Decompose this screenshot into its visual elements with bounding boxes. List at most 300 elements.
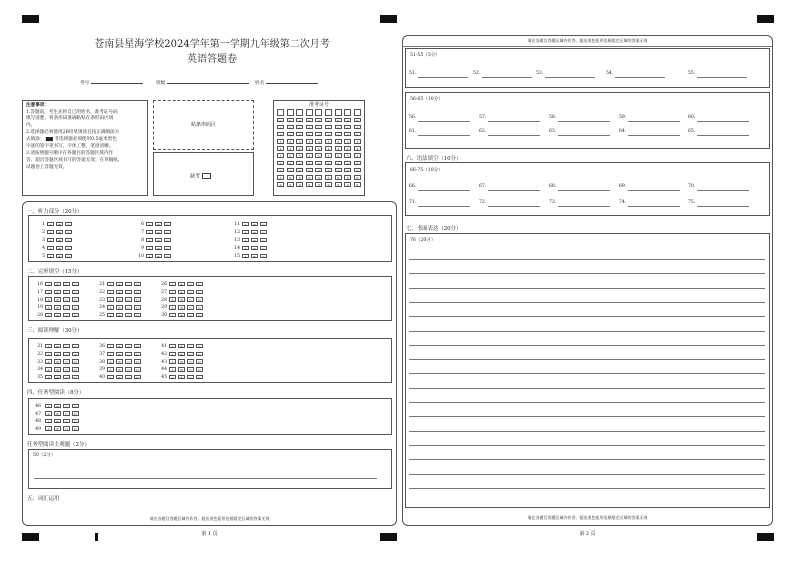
answer-bubble[interactable]: B <box>178 313 185 318</box>
answer-bubble[interactable]: A <box>107 375 114 380</box>
answer-bubble[interactable]: C <box>260 246 267 251</box>
answer-bubble[interactable]: C <box>187 352 194 357</box>
ticket-digit-bubble[interactable]: 5 <box>306 153 313 158</box>
field-name[interactable]: 姓名 <box>255 82 318 87</box>
answer-bubble[interactable]: B <box>178 290 185 295</box>
answer-bubble[interactable]: A <box>107 305 114 310</box>
answer-bubble[interactable]: B <box>251 246 258 251</box>
answer-blank[interactable] <box>558 206 610 207</box>
answer-bubble[interactable]: C <box>187 367 194 372</box>
answer-bubble[interactable]: B <box>56 222 63 227</box>
answer-bubble[interactable]: B <box>54 426 61 431</box>
answer-bubble[interactable]: C <box>65 238 72 243</box>
answer-blank[interactable] <box>615 77 665 78</box>
answer-bubble[interactable]: C <box>65 246 72 251</box>
ticket-digit-bubble[interactable]: 2 <box>315 132 322 137</box>
answer-bubble[interactable]: B <box>155 254 162 259</box>
answer-bubble[interactable]: D <box>196 290 203 295</box>
answer-bubble[interactable]: C <box>164 222 171 227</box>
answer-bubble[interactable]: D <box>72 352 79 357</box>
ticket-digit-bubble[interactable]: 5 <box>287 153 294 158</box>
answer-bubble[interactable]: A <box>45 297 52 302</box>
answer-bubble[interactable]: A <box>107 290 114 295</box>
ticket-digit-bubble[interactable]: 3 <box>306 139 313 144</box>
answer-blank[interactable] <box>418 135 470 136</box>
answer-bubble[interactable]: A <box>169 344 176 349</box>
ticket-digit-bubble[interactable]: 7 <box>287 168 294 173</box>
answer-blank[interactable] <box>628 135 680 136</box>
answer-bubble[interactable]: C <box>125 367 132 372</box>
ticket-digit-bubble[interactable]: 0 <box>354 118 361 123</box>
ticket-digit-bubble[interactable]: 7 <box>296 168 303 173</box>
ticket-digit-bubble[interactable]: 6 <box>315 161 322 166</box>
answer-bubble[interactable]: A <box>169 305 176 310</box>
answer-bubble[interactable]: B <box>54 313 61 318</box>
answer-bubble[interactable]: A <box>107 344 114 349</box>
ticket-digit-bubble[interactable]: 4 <box>296 146 303 151</box>
ticket-digit-bubble[interactable]: 5 <box>325 153 332 158</box>
answer-blank[interactable] <box>482 77 532 78</box>
ticket-digit-bubble[interactable]: 3 <box>315 139 322 144</box>
answer-bubble[interactable]: C <box>164 254 171 259</box>
answer-bubble[interactable]: A <box>107 313 114 318</box>
answer-bubble[interactable]: B <box>54 305 61 310</box>
answer-bubble[interactable]: B <box>116 305 123 310</box>
ticket-digit-cell[interactable] <box>354 109 361 116</box>
answer-bubble[interactable]: D <box>196 352 203 357</box>
answer-bubble[interactable]: D <box>134 290 141 295</box>
answer-bubble[interactable]: A <box>169 375 176 380</box>
ticket-digit-bubble[interactable]: 7 <box>306 168 313 173</box>
answer-bubble[interactable]: B <box>116 282 123 287</box>
answer-bubble[interactable]: C <box>164 238 171 243</box>
answer-bubble[interactable]: A <box>242 230 249 235</box>
answer-bubble[interactable]: A <box>107 352 114 357</box>
answer-blank[interactable] <box>697 77 747 78</box>
answer-bubble[interactable]: A <box>47 238 54 243</box>
ticket-digit-bubble[interactable]: 5 <box>344 153 351 158</box>
answer-bubble[interactable]: A <box>169 282 176 287</box>
ticket-digit-bubble[interactable]: 6 <box>306 161 313 166</box>
answer-blank[interactable] <box>418 206 470 207</box>
answer-bubble[interactable]: C <box>260 222 267 227</box>
answer-bubble[interactable]: C <box>65 222 72 227</box>
answer-bubble[interactable]: B <box>54 352 61 357</box>
answer-bubble[interactable]: A <box>169 297 176 302</box>
answer-bubble[interactable]: A <box>107 282 114 287</box>
answer-bubble[interactable]: D <box>72 411 79 416</box>
ticket-digit-bubble[interactable]: 2 <box>325 132 332 137</box>
answer-bubble[interactable]: A <box>47 246 54 251</box>
answer-bubble[interactable]: D <box>196 367 203 372</box>
answer-bubble[interactable]: B <box>54 404 61 409</box>
answer-bubble[interactable]: D <box>72 419 79 424</box>
answer-bubble[interactable]: B <box>54 282 61 287</box>
answer-bubble[interactable]: C <box>187 305 194 310</box>
ticket-digit-bubble[interactable]: 1 <box>306 125 313 130</box>
answer-bubble[interactable]: A <box>107 297 114 302</box>
answer-bubble[interactable]: A <box>107 359 114 364</box>
ticket-digit-bubble[interactable]: 4 <box>315 146 322 151</box>
answer-blank[interactable] <box>697 206 749 207</box>
answer-bubble[interactable]: D <box>134 367 141 372</box>
answer-bubble[interactable]: D <box>134 313 141 318</box>
answer-blank[interactable] <box>488 206 540 207</box>
q50-box[interactable] <box>28 449 392 489</box>
answer-bubble[interactable]: B <box>54 344 61 349</box>
ticket-digit-bubble[interactable]: 9 <box>287 182 294 187</box>
ticket-digit-bubble[interactable]: 6 <box>277 161 284 166</box>
answer-bubble[interactable]: A <box>242 246 249 251</box>
answer-blank[interactable] <box>418 190 470 191</box>
answer-bubble[interactable]: A <box>45 411 52 416</box>
answer-bubble[interactable]: D <box>134 359 141 364</box>
ticket-digit-bubble[interactable]: 8 <box>315 175 322 180</box>
answer-bubble[interactable]: B <box>116 352 123 357</box>
answer-bubble[interactable]: C <box>125 282 132 287</box>
answer-bubble[interactable]: C <box>125 344 132 349</box>
answer-bubble[interactable]: C <box>125 352 132 357</box>
answer-bubble[interactable]: D <box>196 313 203 318</box>
answer-bubble[interactable]: B <box>178 367 185 372</box>
answer-bubble[interactable]: B <box>54 290 61 295</box>
answer-bubble[interactable]: C <box>260 254 267 259</box>
answer-bubble[interactable]: C <box>65 230 72 235</box>
ticket-digit-bubble[interactable]: 3 <box>287 139 294 144</box>
ticket-digit-bubble[interactable]: 3 <box>335 139 342 144</box>
answer-bubble[interactable]: D <box>134 375 141 380</box>
answer-bubble[interactable]: A <box>242 222 249 227</box>
ticket-digit-bubble[interactable]: 7 <box>325 168 332 173</box>
answer-bubble[interactable]: A <box>146 222 153 227</box>
answer-bubble[interactable]: D <box>196 282 203 287</box>
answer-bubble[interactable]: A <box>45 367 52 372</box>
answer-blank[interactable] <box>418 77 468 78</box>
ticket-digit-bubble[interactable]: 8 <box>325 175 332 180</box>
answer-bubble[interactable]: C <box>63 313 70 318</box>
answer-blank[interactable] <box>628 121 680 122</box>
answer-blank[interactable] <box>558 190 610 191</box>
answer-bubble[interactable]: D <box>134 352 141 357</box>
answer-bubble[interactable]: B <box>116 359 123 364</box>
ticket-digit-bubble[interactable]: 1 <box>325 125 332 130</box>
answer-bubble[interactable]: A <box>242 254 249 259</box>
ticket-digit-bubble[interactable]: 1 <box>344 125 351 130</box>
answer-bubble[interactable]: C <box>187 375 194 380</box>
answer-bubble[interactable]: B <box>178 375 185 380</box>
answer-bubble[interactable]: B <box>155 246 162 251</box>
answer-bubble[interactable]: C <box>125 297 132 302</box>
answer-blank[interactable] <box>697 121 749 122</box>
ticket-digit-bubble[interactable]: 0 <box>287 118 294 123</box>
answer-bubble[interactable]: A <box>146 238 153 243</box>
ticket-digit-bubble[interactable]: 9 <box>325 182 332 187</box>
answer-bubble[interactable]: A <box>146 246 153 251</box>
ticket-digit-bubble[interactable]: 5 <box>315 153 322 158</box>
ticket-digit-bubble[interactable]: 6 <box>325 161 332 166</box>
ticket-digit-bubble[interactable]: 3 <box>325 139 332 144</box>
absent-checkbox[interactable] <box>202 173 211 179</box>
answer-bubble[interactable]: B <box>251 238 258 243</box>
ticket-digit-bubble[interactable]: 1 <box>277 125 284 130</box>
answer-bubble[interactable]: C <box>187 344 194 349</box>
ticket-digit-bubble[interactable]: 0 <box>315 118 322 123</box>
answer-bubble[interactable]: D <box>196 359 203 364</box>
ticket-digit-bubble[interactable]: 1 <box>354 125 361 130</box>
answer-bubble[interactable]: D <box>196 305 203 310</box>
answer-bubble[interactable]: D <box>72 290 79 295</box>
answer-bubble[interactable]: D <box>72 375 79 380</box>
writing-box[interactable] <box>405 233 770 508</box>
ticket-digit-bubble[interactable]: 8 <box>335 175 342 180</box>
ticket-digit-bubble[interactable]: 8 <box>306 175 313 180</box>
ticket-digit-bubble[interactable]: 7 <box>335 168 342 173</box>
answer-bubble[interactable]: A <box>45 404 52 409</box>
ticket-digit-bubble[interactable]: 8 <box>344 175 351 180</box>
answer-bubble[interactable]: A <box>45 419 52 424</box>
answer-bubble[interactable]: A <box>45 290 52 295</box>
answer-bubble[interactable]: A <box>169 359 176 364</box>
answer-bubble[interactable]: B <box>56 230 63 235</box>
ticket-digit-bubble[interactable]: 6 <box>354 161 361 166</box>
answer-bubble[interactable]: B <box>178 297 185 302</box>
answer-bubble[interactable]: C <box>260 238 267 243</box>
ticket-digit-cell[interactable] <box>325 109 332 116</box>
answer-bubble[interactable]: D <box>196 297 203 302</box>
ticket-digit-bubble[interactable]: 0 <box>325 118 332 123</box>
answer-bubble[interactable]: D <box>72 313 79 318</box>
answer-bubble[interactable]: C <box>125 359 132 364</box>
ticket-digit-cell[interactable] <box>344 109 351 116</box>
answer-bubble[interactable]: D <box>72 404 79 409</box>
answer-blank[interactable] <box>628 206 680 207</box>
ticket-digit-bubble[interactable]: 7 <box>315 168 322 173</box>
answer-bubble[interactable]: C <box>63 344 70 349</box>
answer-blank[interactable] <box>488 190 540 191</box>
answer-bubble[interactable]: B <box>251 254 258 259</box>
ticket-digit-bubble[interactable]: 2 <box>335 132 342 137</box>
answer-bubble[interactable]: C <box>63 411 70 416</box>
answer-bubble[interactable]: B <box>116 313 123 318</box>
answer-bubble[interactable]: B <box>54 411 61 416</box>
ticket-digit-bubble[interactable]: 6 <box>287 161 294 166</box>
answer-bubble[interactable]: A <box>146 230 153 235</box>
answer-bubble[interactable]: D <box>134 344 141 349</box>
ticket-digit-bubble[interactable]: 8 <box>277 175 284 180</box>
ticket-digit-bubble[interactable]: 2 <box>344 132 351 137</box>
ticket-digit-bubble[interactable]: 9 <box>296 182 303 187</box>
answer-bubble[interactable]: D <box>196 344 203 349</box>
field-exam-no[interactable]: 考号 <box>80 82 143 87</box>
answer-bubble[interactable]: B <box>251 222 258 227</box>
ticket-digit-bubble[interactable]: 2 <box>306 132 313 137</box>
ticket-digit-bubble[interactable]: 7 <box>277 168 284 173</box>
answer-bubble[interactable]: A <box>169 290 176 295</box>
answer-bubble[interactable]: A <box>45 305 52 310</box>
answer-blank[interactable] <box>558 121 610 122</box>
answer-bubble[interactable]: B <box>116 367 123 372</box>
answer-bubble[interactable]: C <box>164 246 171 251</box>
ticket-digit-bubble[interactable]: 8 <box>296 175 303 180</box>
answer-blank[interactable] <box>418 121 470 122</box>
answer-blank[interactable] <box>488 135 540 136</box>
ticket-digit-bubble[interactable]: 2 <box>287 132 294 137</box>
answer-bubble[interactable]: A <box>47 230 54 235</box>
answer-bubble[interactable]: C <box>63 419 70 424</box>
ticket-digit-bubble[interactable]: 4 <box>335 146 342 151</box>
ticket-digit-bubble[interactable]: 0 <box>335 118 342 123</box>
answer-bubble[interactable]: B <box>178 282 185 287</box>
answer-blank[interactable] <box>628 190 680 191</box>
answer-bubble[interactable]: C <box>65 254 72 259</box>
answer-bubble[interactable]: A <box>45 344 52 349</box>
absent-label[interactable]: 缺考 <box>190 173 211 180</box>
answer-bubble[interactable]: A <box>47 254 54 259</box>
answer-bubble[interactable]: D <box>72 344 79 349</box>
answer-bubble[interactable]: C <box>63 297 70 302</box>
ticket-digit-bubble[interactable]: 1 <box>315 125 322 130</box>
answer-bubble[interactable]: A <box>45 375 52 380</box>
answer-bubble[interactable]: B <box>155 230 162 235</box>
answer-bubble[interactable]: C <box>63 352 70 357</box>
answer-bubble[interactable]: C <box>125 375 132 380</box>
ticket-digit-bubble[interactable]: 7 <box>344 168 351 173</box>
ticket-digit-bubble[interactable]: 4 <box>354 146 361 151</box>
answer-bubble[interactable]: C <box>187 359 194 364</box>
answer-bubble[interactable]: B <box>178 359 185 364</box>
ticket-digit-bubble[interactable]: 8 <box>287 175 294 180</box>
answer-bubble[interactable]: B <box>178 352 185 357</box>
answer-bubble[interactable]: C <box>63 359 70 364</box>
ticket-digit-bubble[interactable]: 1 <box>296 125 303 130</box>
answer-bubble[interactable]: A <box>45 426 52 431</box>
ticket-digit-bubble[interactable]: 4 <box>344 146 351 151</box>
ticket-digit-bubble[interactable]: 7 <box>354 168 361 173</box>
answer-bubble[interactable]: C <box>63 426 70 431</box>
ticket-digit-bubble[interactable]: 3 <box>354 139 361 144</box>
answer-bubble[interactable]: A <box>45 282 52 287</box>
ticket-digit-cell[interactable] <box>277 109 284 116</box>
ticket-digit-bubble[interactable]: 9 <box>354 182 361 187</box>
ticket-digit-bubble[interactable]: 5 <box>277 153 284 158</box>
answer-bubble[interactable]: D <box>72 282 79 287</box>
answer-blank[interactable] <box>697 190 749 191</box>
answer-bubble[interactable]: D <box>72 367 79 372</box>
answer-bubble[interactable]: B <box>54 359 61 364</box>
answer-bubble[interactable]: B <box>54 367 61 372</box>
answer-bubble[interactable]: D <box>134 297 141 302</box>
ticket-digit-cell[interactable] <box>287 109 294 116</box>
answer-bubble[interactable]: D <box>134 305 141 310</box>
ticket-digit-bubble[interactable]: 4 <box>287 146 294 151</box>
ticket-digit-bubble[interactable]: 8 <box>354 175 361 180</box>
answer-bubble[interactable]: B <box>116 344 123 349</box>
answer-bubble[interactable]: B <box>56 254 63 259</box>
answer-bubble[interactable]: B <box>155 238 162 243</box>
answer-bubble[interactable]: B <box>155 222 162 227</box>
ticket-digit-bubble[interactable]: 1 <box>335 125 342 130</box>
answer-bubble[interactable]: B <box>116 375 123 380</box>
ticket-digit-cell[interactable] <box>335 109 342 116</box>
ticket-digit-bubble[interactable]: 9 <box>277 182 284 187</box>
ticket-digit-bubble[interactable]: 0 <box>277 118 284 123</box>
ticket-digit-bubble[interactable]: 3 <box>277 139 284 144</box>
ticket-digit-bubble[interactable]: 6 <box>344 161 351 166</box>
answer-bubble[interactable]: D <box>72 426 79 431</box>
answer-bubble[interactable]: C <box>63 375 70 380</box>
ticket-digit-bubble[interactable]: 5 <box>296 153 303 158</box>
ticket-digit-cell[interactable] <box>296 109 303 116</box>
ticket-digit-bubble[interactable]: 0 <box>306 118 313 123</box>
answer-bubble[interactable]: B <box>56 246 63 251</box>
answer-bubble[interactable]: B <box>116 290 123 295</box>
ticket-digit-bubble[interactable]: 9 <box>306 182 313 187</box>
answer-bubble[interactable]: B <box>178 305 185 310</box>
answer-bubble[interactable]: C <box>187 313 194 318</box>
ticket-digit-bubble[interactable]: 9 <box>344 182 351 187</box>
answer-bubble[interactable]: C <box>187 290 194 295</box>
answer-bubble[interactable]: A <box>169 313 176 318</box>
answer-bubble[interactable]: A <box>169 352 176 357</box>
ticket-digit-bubble[interactable]: 0 <box>296 118 303 123</box>
ticket-digit-bubble[interactable]: 4 <box>306 146 313 151</box>
answer-bubble[interactable]: D <box>72 305 79 310</box>
answer-bubble[interactable]: B <box>116 297 123 302</box>
answer-bubble[interactable]: A <box>45 359 52 364</box>
ticket-digit-bubble[interactable]: 2 <box>277 132 284 137</box>
answer-bubble[interactable]: A <box>242 238 249 243</box>
ticket-digit-bubble[interactable]: 1 <box>287 125 294 130</box>
answer-bubble[interactable]: C <box>63 305 70 310</box>
field-class[interactable]: 班级 <box>156 82 249 87</box>
answer-blank[interactable] <box>545 77 595 78</box>
ticket-digit-bubble[interactable]: 5 <box>335 153 342 158</box>
answer-bubble[interactable]: A <box>47 222 54 227</box>
answer-bubble[interactable]: D <box>196 375 203 380</box>
ticket-digit-bubble[interactable]: 3 <box>344 139 351 144</box>
answer-bubble[interactable]: B <box>251 230 258 235</box>
answer-bubble[interactable]: C <box>63 282 70 287</box>
answer-bubble[interactable]: D <box>72 359 79 364</box>
answer-bubble[interactable]: C <box>125 290 132 295</box>
answer-bubble[interactable]: C <box>125 313 132 318</box>
answer-bubble[interactable]: A <box>146 254 153 259</box>
answer-bubble[interactable]: C <box>63 290 70 295</box>
answer-bubble[interactable]: A <box>45 352 52 357</box>
answer-bubble[interactable]: D <box>72 297 79 302</box>
ticket-digit-bubble[interactable]: 3 <box>296 139 303 144</box>
ticket-digit-bubble[interactable]: 9 <box>335 182 342 187</box>
ticket-digit-bubble[interactable]: 6 <box>335 161 342 166</box>
ticket-digit-bubble[interactable]: 4 <box>277 146 284 151</box>
ticket-digit-bubble[interactable]: 2 <box>354 132 361 137</box>
answer-bubble[interactable]: C <box>260 230 267 235</box>
answer-bubble[interactable]: B <box>54 375 61 380</box>
answer-bubble[interactable]: B <box>56 238 63 243</box>
answer-bubble[interactable]: C <box>187 297 194 302</box>
ticket-digit-bubble[interactable]: 0 <box>344 118 351 123</box>
answer-bubble[interactable]: D <box>134 282 141 287</box>
ticket-digit-bubble[interactable]: 9 <box>315 182 322 187</box>
answer-bubble[interactable]: B <box>178 344 185 349</box>
ticket-digit-cell[interactable] <box>306 109 313 116</box>
answer-bubble[interactable]: A <box>45 313 52 318</box>
answer-blank[interactable] <box>558 135 610 136</box>
answer-bubble[interactable]: C <box>164 230 171 235</box>
ticket-digit-bubble[interactable]: 2 <box>296 132 303 137</box>
ticket-digit-bubble[interactable]: 4 <box>325 146 332 151</box>
ticket-digit-bubble[interactable]: 6 <box>296 161 303 166</box>
